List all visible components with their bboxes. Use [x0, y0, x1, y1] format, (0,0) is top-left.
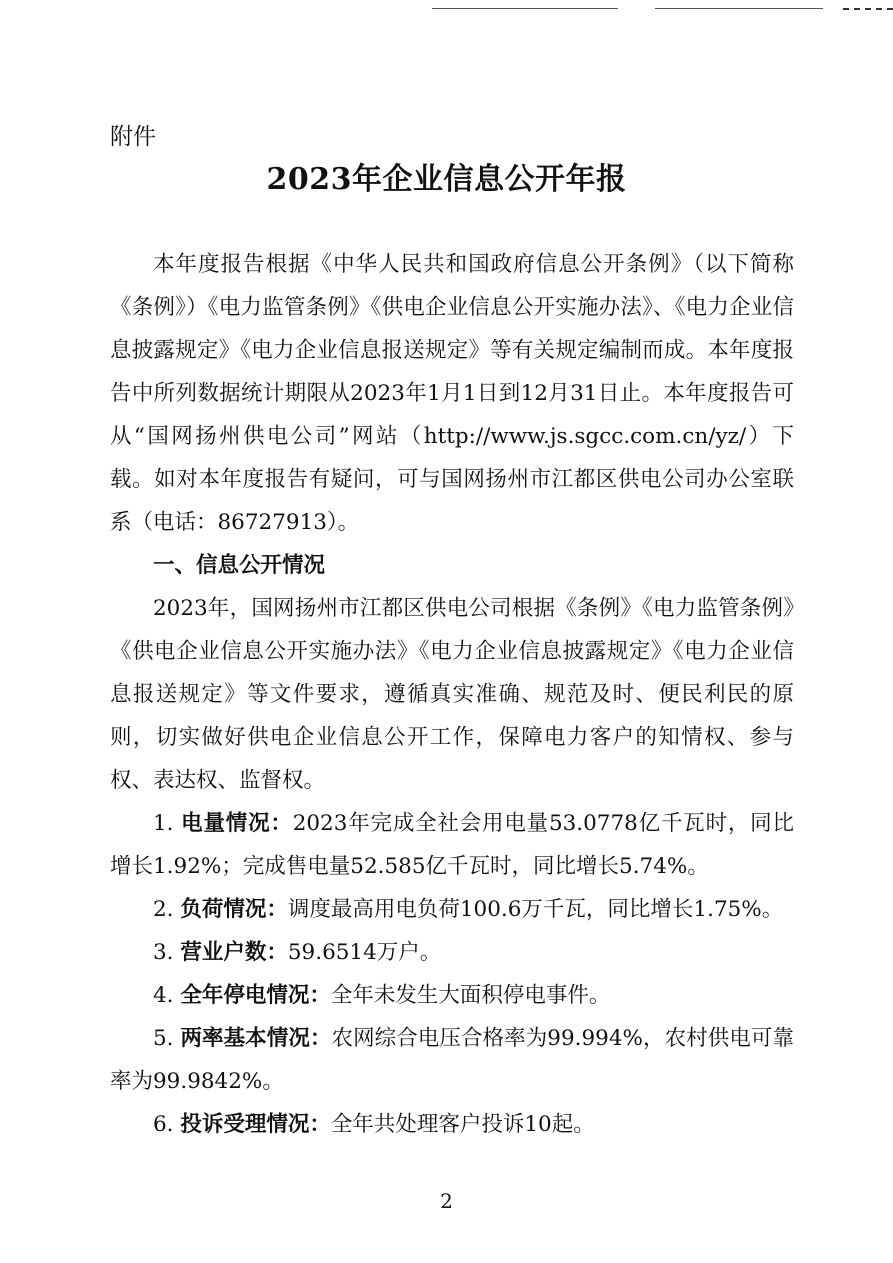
item-label: 全年停电情况： [180, 983, 331, 1008]
item-text: 59.6514万户。 [287, 940, 442, 965]
item-number: 3. [153, 940, 174, 965]
header-rule-1 [432, 8, 618, 9]
section-1-paragraph: 2023年，国网扬州市江都区供电公司根据《条例》《电力监管条例》《供电企业信息公开实施办法》《电力企业信息披露规定》《电力企业信息报送规定》等文件要求，遵循真实准确、规范及时、便民利民的原则，切实做好供电企业信息公开工作，保障电力客户的知情权、参与权、表达权、监督权。 [110, 596, 794, 793]
item-customers [110, 931, 794, 974]
page-number: 2 [440, 1189, 453, 1213]
intro-paragraph: 本年度报告根据《中华人民共和国政府信息公开条例》（以下简称《条例》）《电力监管条例》《供电企业信息公开实施办法》、《电力企业信息披露规定》《电力企业信息报送规定》等有关规定编制而成。本年度报告中所列数据统计期限从2023年1月1日到12月31日止。本年度报告可从“国网扬州供电公司”网站（http://www.js.sgcc.com.cn/yz/）下载。如对本年度报告有疑问，可与国网扬州市江都区供电公司办公室联系（电话：86727913）。 [110, 252, 794, 535]
item-label: 两率基本情况： [180, 1026, 332, 1051]
item-label: 电量情况： [181, 811, 293, 836]
item-text: 农网综合电压合格率为99.994%，农村供电可靠率为99.9842%。 [110, 1026, 794, 1094]
item-text: 2023年完成全社会用电量53.0778亿千瓦时，同比增长1.92%；完成售电量52.585亿千瓦时，同比增长5.74%。 [110, 811, 794, 879]
attachment-label: 附件 [110, 124, 156, 150]
document-title: 2023年企业信息公开年报 [266, 162, 627, 197]
header-rule-3 [843, 8, 893, 10]
item-number: 2. [153, 897, 174, 922]
item-outage [110, 974, 794, 1017]
document-body [110, 243, 794, 1146]
item-label: 负荷情况： [180, 897, 288, 922]
item-number: 1. [153, 811, 174, 836]
section-heading [110, 544, 794, 587]
item-number: 4. [153, 983, 174, 1008]
item-number: 6. [153, 1112, 174, 1137]
item-complaints [110, 1103, 794, 1146]
header-rule-2 [655, 8, 823, 9]
item-electricity [110, 802, 794, 888]
item-label: 营业户数： [180, 940, 288, 965]
item-text: 全年共处理客户投诉10起。 [330, 1112, 595, 1137]
item-text: 调度最高用电负荷100.6万千瓦，同比增长1.75%。 [287, 897, 784, 922]
item-label: 投诉受理情况： [180, 1112, 331, 1137]
item-text: 全年未发生大面积停电事件。 [330, 983, 611, 1008]
item-number: 5. [153, 1026, 174, 1051]
item-load [110, 888, 794, 931]
section-1-heading: 一、信息公开情况 [153, 553, 326, 578]
item-rates [110, 1017, 794, 1103]
